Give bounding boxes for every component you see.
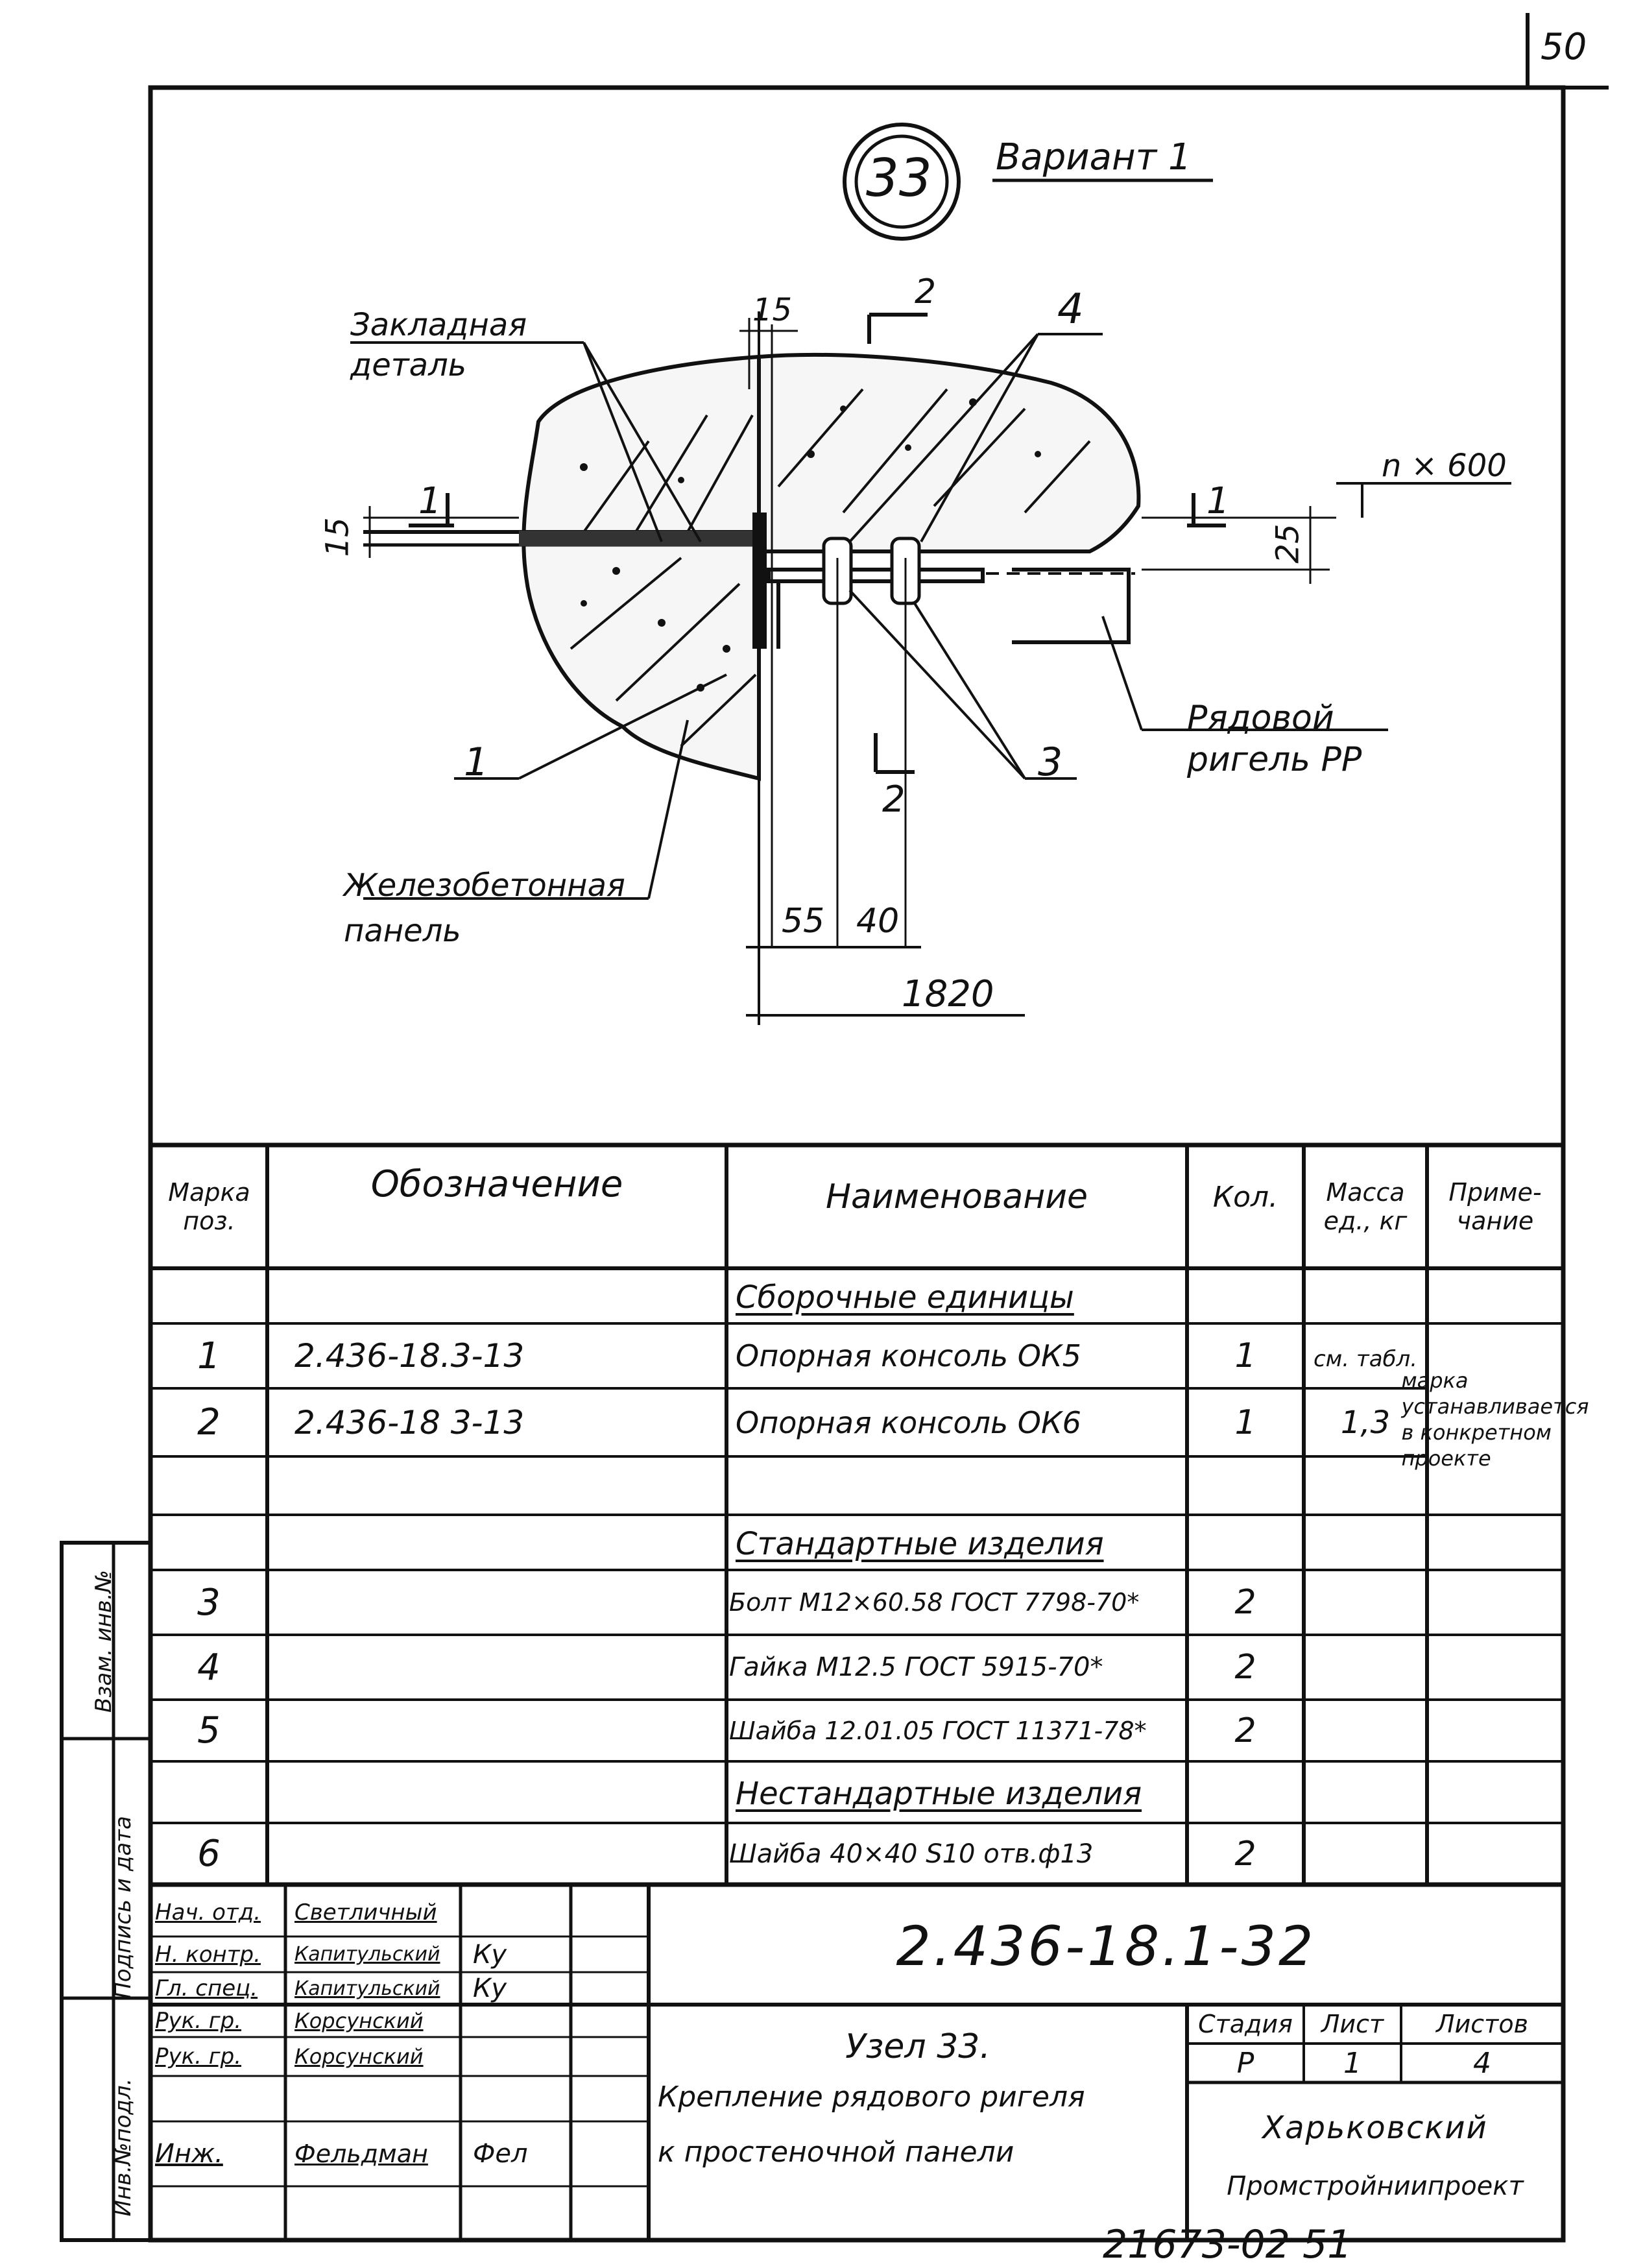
sheet-label: Лист (1321, 2010, 1384, 2038)
role-7-signature: Фел (473, 2139, 528, 2169)
row6-mark: 6 (197, 1833, 221, 1875)
console-angle (769, 570, 983, 581)
header-mass: Масса ед., кг (1323, 1178, 1408, 1235)
row1-designation: 2.436-18.3-13 (294, 1337, 525, 1375)
role-7-name: Фельдман (294, 2140, 428, 2168)
header-qty: Кол. (1212, 1180, 1278, 1214)
variant-label: Вариант 1 (996, 136, 1192, 178)
role-5-name: Корсунский (294, 2044, 424, 2069)
title-line-2: Крепление рядового ригеля (658, 2081, 1085, 2114)
dim-55: 55 (782, 902, 825, 941)
row4-qty: 2 (1234, 1648, 1256, 1687)
header-name: Наименование (825, 1177, 1088, 1216)
stage-value: Р (1236, 2046, 1254, 2080)
section-mark-1-right: 1 (1206, 480, 1230, 522)
row4-mark: 4 (197, 1646, 221, 1689)
dim-1820: 1820 (902, 973, 994, 1015)
row6-qty: 2 (1234, 1834, 1256, 1874)
section-assembly: Сборочные единицы (736, 1279, 1074, 1316)
role-3-signature: Ку (473, 1973, 507, 2003)
role-3-name: Капитульский (294, 1977, 440, 2000)
dim-25: 25 (1269, 524, 1306, 564)
position-1: 1 (464, 740, 489, 785)
role-1-name: Светличный (294, 1899, 437, 1925)
node-number: 33 (866, 148, 932, 208)
dim-40: 40 (856, 902, 900, 941)
row4-name: Гайка М12.5 ГОСТ 5915-70* (729, 1652, 1103, 1682)
section-mark-2-bottom: 2 (882, 778, 906, 821)
sheets-value: 4 (1473, 2046, 1491, 2080)
row3-name: Болт М12×60.58 ГОСТ 7798-70* (729, 1588, 1140, 1617)
row1-mark: 1 (197, 1334, 221, 1377)
embedded-plate (519, 531, 759, 546)
stage-label: Стадия (1198, 2010, 1293, 2038)
page-number: 50 (1541, 26, 1587, 68)
row3-qty: 2 (1234, 1583, 1256, 1622)
org-line-1: Харьковский (1262, 2110, 1488, 2146)
row2-qty: 1 (1234, 1403, 1256, 1442)
sheet-value: 1 (1343, 2046, 1362, 2080)
row5-name: Шайба 12.01.05 ГОСТ 11371-78* (729, 1716, 1147, 1745)
row1-mass: см. табл. (1313, 1346, 1418, 1372)
role-3: Гл. спец. (155, 1975, 258, 2001)
concrete-mass-right (759, 355, 1138, 551)
role-2-signature: Ку (473, 1939, 507, 1970)
row3-mark: 3 (197, 1581, 221, 1624)
row2-mass: 1,3 (1340, 1404, 1391, 1441)
doc-code: 2.436-18.1-32 (896, 1914, 1316, 1978)
side-stamp-inv-original: Инв.№подл. (110, 2078, 136, 2217)
row5-qty: 2 (1234, 1711, 1256, 1750)
role-4: Рук. гр. (155, 2008, 242, 2034)
section-mark-1-left: 1 (418, 480, 442, 522)
row6-name: Шайба 40×40 S10 отв.ф13 (729, 1839, 1094, 1869)
concrete-mass (523, 357, 759, 778)
header-designation: Обозначение (370, 1163, 623, 1205)
row1-name: Опорная консоль ОК5 (736, 1338, 1081, 1373)
label-beam: Рядовой ригель РР (1187, 699, 1362, 779)
row5-mark: 5 (197, 1709, 221, 1752)
row2-name: Опорная консоль ОК6 (736, 1405, 1081, 1440)
title-line-1: Узел 33. (845, 2027, 990, 2066)
role-2: Н. контр. (155, 1941, 261, 1968)
org-line-2: Промстройниипроект (1227, 2171, 1524, 2201)
note-text: марка устанавливается в конкретном проекте (1401, 1368, 1589, 1471)
label-pitch: n × 600 (1382, 448, 1507, 484)
side-stamp-replaced-inv: Взам. инв.№ (91, 1569, 117, 1713)
title-line-3: к простеночной панели (658, 2136, 1014, 2169)
row2-designation: 2.436-18 3-13 (294, 1403, 525, 1442)
section-standard: Стандартные изделия (736, 1526, 1104, 1562)
position-4: 4 (1057, 285, 1084, 333)
row2-mark: 2 (197, 1401, 221, 1443)
label-concrete-panel: Железобетонная панель (344, 867, 625, 949)
side-stamp-signature-date: Подпись и дата (110, 1816, 136, 1999)
header-note: Приме- чание (1448, 1178, 1542, 1235)
role-2-name: Капитульский (294, 1943, 440, 1966)
role-4-name: Корсунский (294, 2009, 424, 2033)
section-mark-2-top: 2 (915, 272, 937, 311)
section-nonstandard: Нестандартные изделия (736, 1776, 1142, 1812)
role-7: Инж. (155, 2139, 223, 2169)
row1-qty: 1 (1234, 1336, 1256, 1375)
header-mark: Марка поз. (168, 1178, 250, 1235)
label-embedded-part: Закладная деталь (350, 307, 527, 383)
dim-15-left: 15 (319, 517, 356, 557)
role-1: Нач. отд. (155, 1899, 261, 1925)
dim-15-top: 15 (752, 292, 793, 328)
archive-number: 21673-02 51 (1103, 2222, 1352, 2267)
position-3: 3 (1038, 740, 1063, 785)
beam-rp (1012, 570, 1129, 642)
role-5: Рук. гр. (155, 2044, 242, 2069)
sheets-label: Листов (1436, 2010, 1528, 2038)
